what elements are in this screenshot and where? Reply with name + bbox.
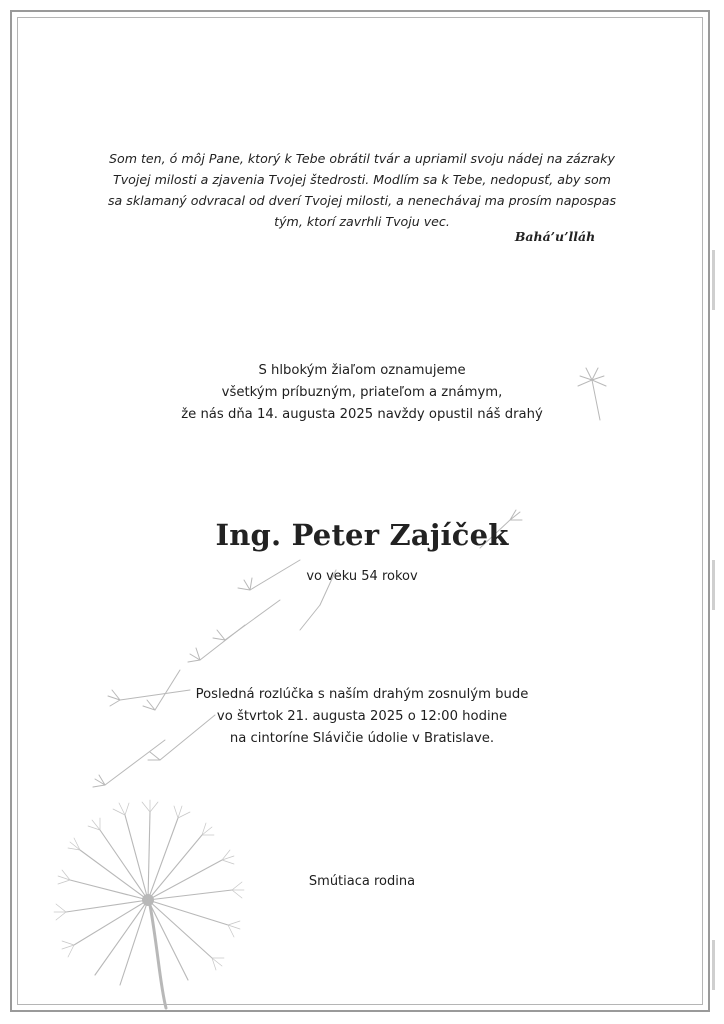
announcement-line: S hlbokým žiaľom oznamujeme: [258, 363, 466, 378]
quote-line: sa sklamaný odvracal od dverí Tvojej milosti, a nenechávaj ma prosím napospas: [107, 193, 617, 208]
deceased-age: vo veku 54 rokov: [306, 569, 418, 584]
scan-artifact: [712, 560, 715, 610]
announcement-line: všetkým príbuzným, priateľom a známym,: [221, 385, 503, 400]
quote-author: Bahá’u’lláh: [514, 229, 596, 244]
funeral-line: na cintoríne Slávičie údolie v Bratislave.: [229, 731, 495, 746]
quote-line: tým, ktorí zavrhli Tvoju vec.: [274, 214, 450, 229]
funeral-line: vo štvrtok 21. augusta 2025 o 12:00 hodine: [216, 709, 508, 724]
scan-artifact: [712, 940, 715, 990]
funeral-details: [0, 684, 724, 750]
death-announcement: [0, 360, 724, 426]
quote-line: Som ten, ó môj Pane, ktorý k Tebe obrátil tvár a upriamil svoju nádej na zázraky: [109, 151, 615, 166]
quote-line: Tvojej milosti a zjavenia Tvojej štedrosti. Modlím sa k Tebe, nedopusť, aby som: [113, 172, 611, 187]
announcement-line: že nás dňa 14. augusta 2025 navždy opustil náš drahý: [181, 407, 543, 422]
scan-artifact: [712, 250, 715, 310]
bahai-prayer-quote: [70, 148, 654, 232]
family-signature: Smútiaca rodina: [308, 874, 416, 889]
funeral-line: Posledná rozlúčka s naším drahým zosnulým bude: [195, 687, 529, 702]
deceased-name: Ing. Peter Zajíček: [215, 518, 509, 552]
